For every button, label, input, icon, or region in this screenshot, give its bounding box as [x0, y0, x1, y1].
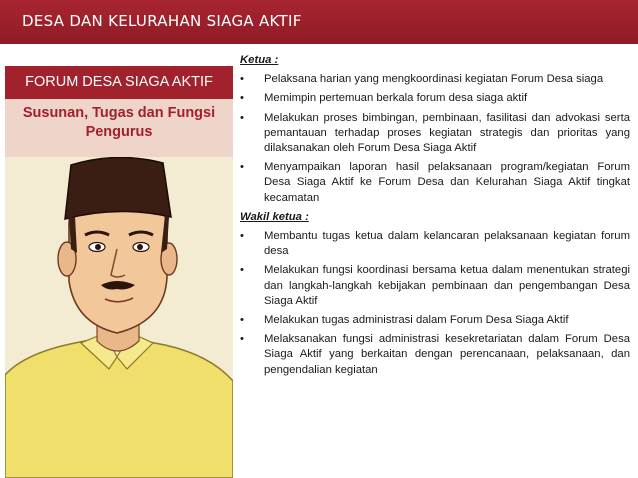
- section-wakil-ketua: [240, 210, 630, 378]
- section-title-wakil-ketua: Wakil ketua :: [240, 210, 309, 223]
- list-item: [240, 263, 630, 309]
- list-item-text: Memimpin pertemuan berkala forum desa siaga aktif: [264, 92, 528, 105]
- list-item-text: Melakukan tugas administrasi dalam Forum Desa Siaga Aktif: [264, 314, 569, 327]
- bullet: •: [240, 264, 244, 277]
- list-item-text: Menyampaikan laporan hasil pelaksanaan program/kegiatan Forum Desa Siaga Aktif ke Forum Desa dan Kelurahan Siaga Aktif tingkat kecamatan: [264, 161, 630, 204]
- list-item-text: Melakukan proses bimbingan, pembinaan, fasilitasi dan advokasi serta pemantauan terhadap proses kegiatan strategis dan prioritas yang dilaksanakan oleh Forum Desa Siaga Aktif: [264, 111, 630, 155]
- content-panel: [240, 53, 630, 382]
- list-item: [240, 160, 630, 206]
- ketua-duties-list: [240, 72, 630, 206]
- bullet: •: [240, 92, 244, 105]
- bullet: •: [240, 161, 244, 174]
- bullet: •: [240, 111, 244, 124]
- left-panel: [5, 44, 233, 478]
- list-item-text: Membantu tugas ketua dalam kelancaran pelaksanaan kegiatan forum desa: [264, 230, 630, 258]
- header-title: DESA DAN KELURAHAN SIAGA AKTIF: [22, 12, 302, 30]
- wakil-ketua-duties-list: [240, 229, 630, 378]
- subtitle-line-1: Susunan, Tugas dan Fungsi: [22, 105, 216, 121]
- bullet: •: [240, 230, 244, 243]
- header-bar: [0, 0, 638, 44]
- list-item: [240, 111, 630, 157]
- list-item: [240, 91, 630, 106]
- list-item-text: Pelaksana harian yang mengkoordinasi kegiatan Forum Desa siaga: [264, 73, 604, 86]
- bullet: •: [240, 314, 244, 327]
- section-title-ketua: Ketua :: [240, 54, 279, 66]
- list-item: [240, 313, 630, 328]
- list-item-text: Melakukan fungsi koordinasi bersama ketua dalam menentukan strategi dan langkah-langkah kebijakan pembinaan dan pengembangan Desa Siaga Aktif: [264, 264, 630, 307]
- list-item: [240, 72, 630, 87]
- list-item: [240, 332, 630, 378]
- subtitle-line-2: Pengurus: [85, 124, 153, 140]
- list-item-text: Melaksanakan fungsi administrasi kesekretariatan dalam Forum Desa Siaga Aktif yang berkaitan dengan perencanaan, pelaksanaan, dan pengendalian kegiatan: [264, 333, 630, 376]
- man-with-peci-illustration: [5, 157, 233, 478]
- forum-label: FORUM DESA SIAGA AKTIF: [5, 66, 233, 99]
- illustration-svg: [5, 157, 233, 478]
- list-item: [240, 229, 630, 259]
- bullet: •: [240, 73, 244, 86]
- section-ketua: [240, 53, 630, 206]
- bullet: •: [240, 333, 244, 346]
